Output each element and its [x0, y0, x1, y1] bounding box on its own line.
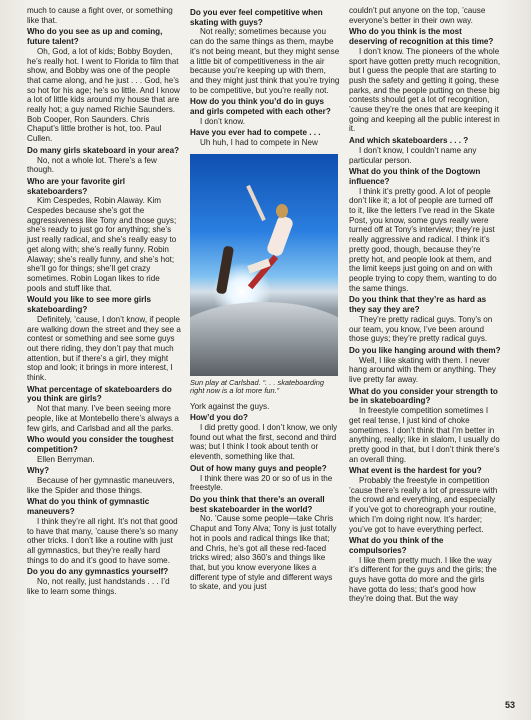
interview-question: What event is the hardest for you?	[349, 466, 482, 476]
interview-question: And which skateboarders . . . ?	[349, 136, 469, 146]
interview-answer: No. ’Cause some people—take Chris Chaput and Tony Alva; Tony is just totally hot in pools and radical things like that; and Chris, he’s got all these red-faced tricks wired; also 360’s and things like that, but you know everyone likes a different type of style and different ways to skate, and you just	[190, 514, 337, 592]
interview-question: What do you think of the compulsories?	[349, 536, 444, 555]
interview-answer: Oh, God, a lot of kids; Bobby Boyden, he’s really hot. I went to Florida to film that show, and Bobby was one of the people that came along, and he just . . . God, he’s so hot for his age; he’s so little. And I know a lot of little kids around my house that are really hot; a guy named Richie Saunders. Bob Cooper, Ron Saunders. Chris Chaput’s little brother is hot, too. Paul Cullen.	[27, 46, 180, 144]
skater-arm	[246, 185, 266, 221]
interview-answer: No, not a whole lot. There’s a few though.	[27, 155, 157, 175]
interview-question: How’d you do?	[190, 413, 248, 423]
interview-answer: They’re pretty radical guys. Tony’s on our team, you know, I’ve been around those guys; they’re pretty radical guys.	[349, 314, 493, 344]
interview-question: Who do you see as up and coming, future talent?	[27, 27, 163, 47]
interview-answer: Definitely, ’cause, I don’t know, if people are walking down the street and they see a contest or something and see some guys out there riding, they don’t pay that much attention, but if there’s a girl, they might stop and look; it brings in more interest, I think.	[27, 314, 181, 383]
interview-question: Who would you consider the toughest competition?	[27, 435, 174, 454]
skater-body	[266, 214, 295, 257]
interview-question: Do you ever feel competitive when skating with guys?	[190, 8, 323, 27]
interview-answer: much to cause a fight over, or something like that.	[27, 6, 173, 25]
interview-answer: Not really; sometimes because you can do the same things as them, maybe it’s not being meant, but they might sense a little bit of competitiveness in the air because you’re keeping up with them, and they might just think that you’re trying to be competitive, but you’re really not.	[190, 27, 340, 95]
column-middle	[190, 6, 340, 592]
interview-question: Do you do any gymnastics yourself?	[27, 567, 169, 577]
interview-question: What do you consider your strength to be in skateboarding?	[349, 386, 498, 406]
column-right	[349, 6, 501, 604]
interview-question: What do you think of the Dogtown influence?	[349, 167, 481, 186]
interview-answer: I think there was 20 or so of us in the freestyle.	[190, 473, 333, 493]
interview-question: How do you think you’d do in guys and girls competed with each other?	[190, 97, 331, 117]
page-number: 53	[504, 700, 515, 710]
interview-answer: I did pretty good. I don’t know, we only found out what the first, second and third was; but I think I took about tenth or eleventh, something like that.	[190, 423, 338, 462]
photo-caption: Sun play at Carlsbad. “. . . skateboarding right now is a lot more fun.”	[190, 377, 324, 396]
interview-answer: No, not really, just handstands . . . I’d like to learn some things.	[27, 577, 170, 596]
interview-answer: I think it’s pretty good. A lot of people don’t like it; a lot of people are turned off to it, like the letters I’ve read in the Skate Post, you know, some guys really were turned off at Tony’s interview; they’re just really aggressive and radical. I think it’s pretty good, though, because they’re pretty hot, and people look at them, and the limit keeps just going on and on with people trying to copy them, wanting to do the same things.	[349, 186, 497, 293]
interview-answer: I don’t know.	[200, 116, 245, 126]
interview-question: Would you like to see more girls skateboarding?	[27, 295, 151, 315]
interview-question: Do you think that there’s an overall best skateboarder in the world?	[190, 494, 325, 514]
interview-answer: Ellen Berryman.	[37, 454, 95, 464]
interview-answer: Uh huh, I had to compete in New	[200, 138, 318, 148]
interview-question: Do you like hanging around with them?	[349, 345, 501, 355]
interview-answer: Well, I like skating with them. I never hang around with them or anything. They live pretty far away.	[349, 355, 496, 385]
interview-answer: Because of her gymnastic maneuvers, like the Spider and those things.	[27, 476, 175, 495]
interview-question: Who do you think is the most deserving of recognition at this time?	[349, 27, 494, 47]
interview-answer: Kim Cespedes, Robin Alaway. Kim Cespedes because she’s got the aggressiveness like Tony and those guys; she’s ready to just go for anything; she’s just really radical, and she’s really easy to get along with; she’s really funny. Robin Alaway; she’s really funny, and she’s hot; she’ll go for things; she’ll get crazy sometimes. Robin Logan likes to ride pools and stuff like that.	[27, 196, 177, 293]
interview-answer: I don’t know. The pioneers of the whole sport have gotten pretty much recognition, but I guess the people that are starting to push the safety and getting it going, these parks, and the people putting on these big contests should get a lot of recognition, ’cause they’re the ones that are keeping it going and keeping all the public interest in it.	[349, 46, 501, 134]
interview-answer: I like them pretty much. I like the way it’s different for the guys and the girls; the guys have gotta do more and the girls have gotta do less; that’s good how they’re doing that. But the way	[349, 555, 497, 604]
skateboarder-photo	[190, 154, 338, 376]
column-middle-bottom	[190, 402, 340, 592]
interview-question: Out of how many guys and people?	[190, 463, 327, 473]
interview-question: Who are your favorite girl skateboarders?	[27, 176, 126, 196]
interview-question: What percentage of skateboarders do you think are girls?	[27, 384, 172, 404]
interview-question: Why?	[27, 466, 50, 476]
ramp-surface	[190, 302, 338, 376]
interview-question: What do you think of gymnastic maneuvers?	[27, 497, 150, 517]
interview-answer: Not that many. I’ve been seeing more people, like at Montebello there’s always a few girls, and Carlsbad and all the parks.	[27, 404, 179, 433]
column-left	[27, 6, 181, 596]
interview-answer: In freestyle competition sometimes I get real tense, I just kind of choke sometimes. I don’t think that I’m better in anything, really; like in slalom, I usually do pretty good in that, but I don’t think there’s an overall thing.	[349, 406, 500, 464]
interview-question: Do you think that they’re as hard as they say they are?	[349, 295, 487, 315]
interview-answer: I think they’re all right. It’s not that good to have that many, ’cause there’s so many other tricks. I don’t like a routine with just all gymnastics, but they’re really hard things to do and it’s good to have some.	[27, 516, 178, 565]
interview-question: Do many girls skateboard in your area?	[27, 145, 180, 155]
interview-answer: York against the guys.	[190, 401, 270, 411]
column-middle-top	[190, 8, 340, 148]
interview-answer: I don’t know, I couldn’t name any particular person.	[349, 145, 477, 165]
interview-answer: couldn’t put anyone on the top, ’cause everyone’s better in their own way.	[349, 6, 486, 25]
interview-question: Have you ever had to compete . . .	[190, 128, 321, 138]
interview-answer: Probably the freestyle in competition ’cause there’s really a lot of pressure with the crowd and everything, and especially if you’ve got to choreograph your routine, which I’m doing right now. It’s harder; you’ve got to have everything perfect.	[349, 476, 498, 534]
skater-head	[276, 204, 288, 218]
